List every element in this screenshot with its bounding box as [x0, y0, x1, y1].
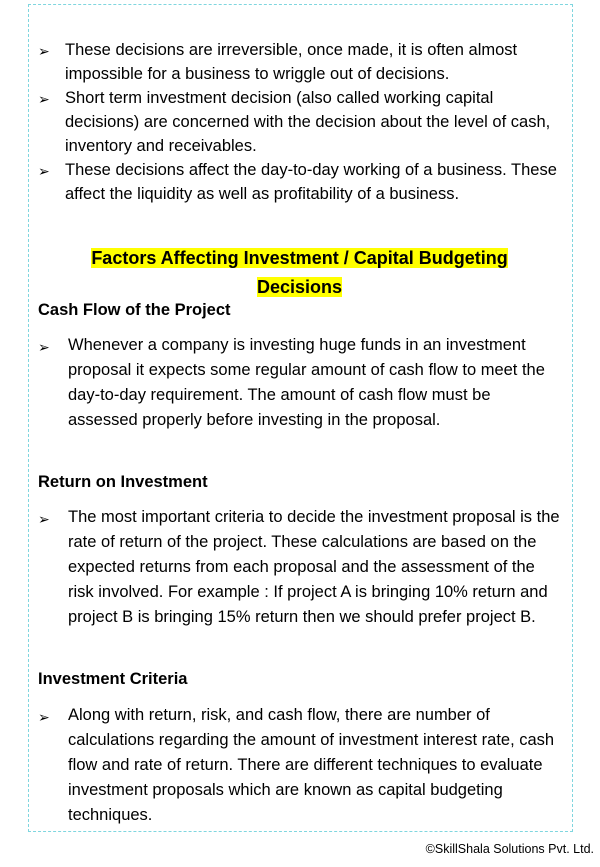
page-title	[38, 244, 561, 302]
arrow-bullet-icon: ➢	[38, 91, 50, 107]
arrow-bullet-icon: ➢	[38, 709, 50, 725]
copyright-notice: ©SkillShala Solutions Pvt. Ltd.	[425, 842, 594, 856]
arrow-bullet-icon: ➢	[38, 511, 50, 527]
section-body-investment-criteria	[38, 703, 560, 828]
bullet-text: These decisions are irreversible, once made, it is often almost impossible for a business to wriggle out of decisions.	[65, 41, 518, 83]
bullet-text: The most important criteria to decide the investment proposal is the rate of return of the project. These calculations are based on the expected returns from each proposal and the assessment of the risk involved. For example : If project A is bringing 10% return and project B is bringing 15% return then we should prefer project B.	[68, 508, 560, 626]
page-title-line-1: Factors Affecting Investment / Capital Budgeting	[91, 248, 508, 268]
arrow-bullet-icon: ➢	[38, 43, 50, 59]
list-item	[38, 333, 560, 433]
bullet-text: These decisions affect the day-to-day working of a business. These affect the liquidity as well as profitability of a business.	[65, 161, 557, 203]
page-title-line-2: Decisions	[256, 277, 343, 297]
section-title-cash-flow: Cash Flow of the Project	[38, 301, 231, 319]
list-item	[38, 703, 560, 828]
section-title-return-on-investment: Return on Investment	[38, 473, 208, 491]
section-body-return-on-investment	[38, 505, 560, 630]
bullet-text: Whenever a company is investing huge funds in an investment proposal it expects some regular amount of cash flow to meet the day-to-day requirement. The amount of cash flow must be assessed properly before investing in the proposal.	[68, 336, 545, 429]
list-item	[38, 86, 566, 158]
list-item	[38, 38, 566, 86]
section-title-investment-criteria: Investment Criteria	[38, 670, 188, 688]
section-body-cash-flow	[38, 333, 560, 433]
bullet-text: Along with return, risk, and cash flow, there are number of calculations regarding the amount of investment interest rate, cash flow and rate of return. There are different techniques to evaluate investment proposals which are known as capital budgeting techniques.	[68, 706, 555, 824]
arrow-bullet-icon: ➢	[38, 163, 50, 179]
intro-bullet-list	[38, 38, 566, 206]
arrow-bullet-icon: ➢	[38, 339, 50, 355]
list-item	[38, 158, 566, 206]
list-item	[38, 505, 560, 630]
bullet-text: Short term investment decision (also called working capital decisions) are concerned with the decision about the level of cash, inventory and receivables.	[65, 89, 551, 155]
